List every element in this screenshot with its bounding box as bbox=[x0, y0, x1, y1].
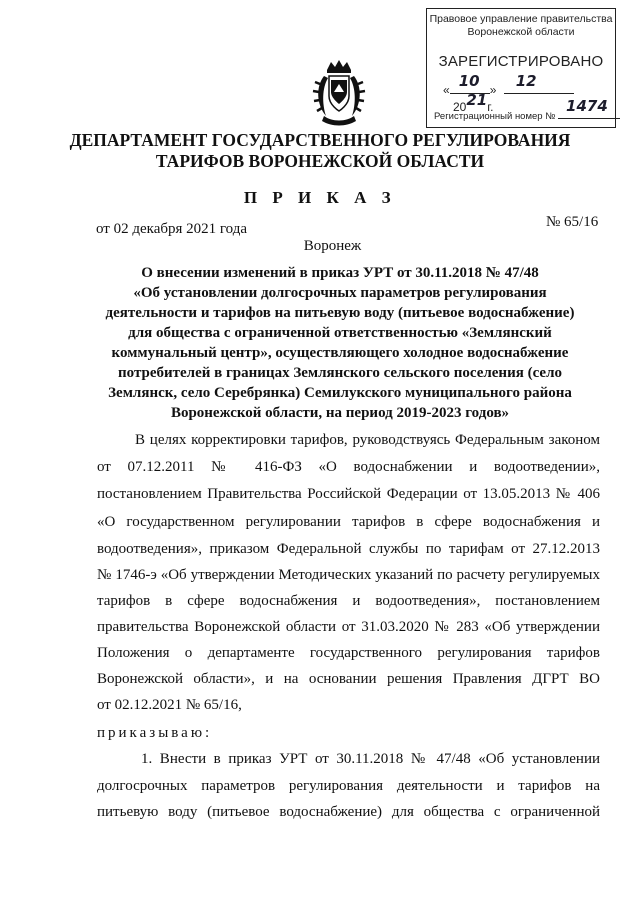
stamp-month: 12 bbox=[515, 72, 537, 90]
department-name bbox=[0, 130, 640, 172]
stamp-date: « 10 » 12 2021г. bbox=[443, 79, 615, 115]
heading-line: О внесении изменений в приказ УРТ от 30.11.2018 № 47/48 bbox=[141, 265, 539, 281]
clause-1-line: долгосрочных параметров регулирования деятельности и тарифов на bbox=[97, 778, 600, 794]
body-line: Положения о департаменте государственного регулирования тарифов bbox=[97, 645, 600, 661]
department-line-1: ДЕПАРТАМЕНТ ГОСУДАРСТВЕННОГО РЕГУЛИРОВАНИЯ bbox=[69, 130, 571, 150]
stamp-reg-number: 1474 bbox=[566, 97, 608, 115]
order-number: № 65/16 bbox=[546, 214, 599, 230]
stamp-reg-label: Регистрационный номер № bbox=[434, 111, 556, 122]
body-line: № 1746-э «Об утверждении Методических указаний по расчету регулируемых bbox=[97, 567, 600, 583]
clause-1-line: питьевую воду (питьевое водоснабжение) для общества с ограниченной bbox=[97, 804, 600, 820]
stamp-year-suffix: 21 bbox=[466, 91, 488, 109]
body-line: от 07.12.2011 № 416-ФЗ «О водоснабжении и водоотведении», bbox=[97, 459, 600, 475]
heading-line: потребителей в границах Землянского сельского поселения (село bbox=[118, 365, 562, 381]
heading-line: коммунальный центр», осуществляющего холодное водоснабжение bbox=[111, 345, 569, 361]
heading-line: Воронежской области, на период 2019-2023 годов» bbox=[170, 405, 510, 421]
body-line: В целях корректировки тарифов, руководствуясь Федеральным законом bbox=[135, 432, 600, 448]
body-line: правительства Воронежской области от 31.03.2020 № 283 «Об утверждении bbox=[97, 619, 600, 635]
document-type: П Р И К А З bbox=[243, 188, 397, 207]
order-city: Воронеж bbox=[303, 238, 362, 254]
heading-line: для общества с ограниченной ответственностью «Землянский bbox=[128, 325, 552, 341]
coat-of-arms-icon bbox=[312, 58, 366, 128]
order-verb: приказываю: bbox=[97, 725, 213, 741]
body-line: Воронежской области», и на основании решения Правления ДГРТ ВО bbox=[97, 671, 600, 687]
stamp-year-prefix: 20 bbox=[453, 100, 467, 114]
stamp-authority-line1: Правовое управление правительства bbox=[429, 13, 613, 25]
heading-line: «Об установлении долгосрочных параметров регулирования bbox=[133, 285, 547, 301]
department-line-2: ТАРИФОВ ВОРОНЕЖСКОЙ ОБЛАСТИ bbox=[155, 151, 485, 171]
registration-stamp bbox=[426, 8, 616, 128]
clause-1-line: 1. Внести в приказ УРТ от 30.11.2018 № 47/48 «Об установлении bbox=[141, 751, 600, 767]
stamp-day: 10 bbox=[458, 72, 480, 90]
heading-line: деятельности и тарифов на питьевую воду (питьевое водоснабжение) bbox=[105, 305, 575, 321]
heading-line: Землянск, село Серебрянка) Семилукского муниципального района bbox=[108, 385, 572, 401]
stamp-authority-line2: Воронежской области bbox=[467, 26, 575, 38]
body-line: тарифов в сфере водоснабжения и водоотведения», постановлением bbox=[97, 593, 600, 609]
body-line: «О государственном регулировании тарифов в сфере водоснабжения и bbox=[97, 514, 600, 530]
order-heading bbox=[80, 263, 600, 423]
body-line: водоотведения», приказом Федеральной службы по тарифам от 27.12.2013 bbox=[97, 541, 600, 557]
order-date: от 02 декабря 2021 года bbox=[96, 221, 248, 237]
body-line: постановлением Правительства Российской Федерации от 13.05.2013 № 406 bbox=[97, 486, 600, 502]
stamp-status: ЗАРЕГИСТРИРОВАНО bbox=[438, 53, 604, 70]
body-line: от 02.12.2021 № 65/16, bbox=[97, 697, 242, 713]
